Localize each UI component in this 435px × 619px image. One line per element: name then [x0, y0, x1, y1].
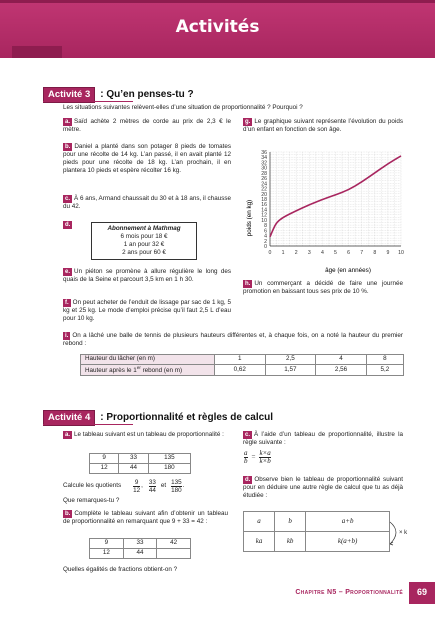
item-d-label: d.	[65, 222, 71, 228]
item-b-text: Daniel a planté dans son potager 8 pieds de tomates pour une récolte de 14 kg. L’an passé, il en avait planté 12 pieds pour une récolte de 18 kg. L’an prochain, il en plantera 10 pieds et espère récolter 16 kg.	[63, 143, 231, 175]
table-cell: 180	[148, 464, 190, 474]
x-tick-label: 4	[320, 250, 324, 256]
act4-item-b	[63, 510, 228, 526]
item-c	[63, 195, 231, 211]
act4-b-table	[89, 538, 191, 559]
table-cell: 5,2	[366, 365, 403, 376]
act4-item-c	[243, 431, 403, 447]
act4-item-a	[63, 431, 228, 439]
y-tick-label: 8	[264, 223, 267, 230]
y-tick-label: 28	[261, 170, 267, 177]
table-row	[244, 512, 390, 532]
table-cell: 9	[90, 539, 124, 549]
chart-x-label: âge (en années)	[325, 267, 371, 274]
table-cell: 42	[157, 539, 191, 549]
table-row	[90, 539, 191, 549]
item-c-text: À 6 ans, Armand chaussait du 30 et à 18 ans, il chausse du 42.	[63, 195, 231, 211]
table-cell: b	[275, 512, 306, 532]
quotient-2-den: 44	[148, 487, 156, 494]
y-tick-label: 6	[264, 228, 267, 235]
bounce-row2-label-sup: er	[136, 365, 141, 370]
act4-c-label: c.	[245, 432, 251, 438]
chart-x-ticks	[269, 250, 404, 256]
header-top-line	[0, 0, 435, 3]
quotient-2	[149, 479, 156, 494]
bounce-row2-label	[81, 365, 215, 376]
activity-4-badge: Activité 4	[43, 410, 95, 426]
item-g-text: Le graphique suivant représente l’évolution du poids d’un enfant en fonction de son âge.	[243, 118, 403, 134]
y-tick-label: 34	[261, 155, 267, 162]
y-tick-label: 32	[261, 160, 267, 167]
mathmag-line-2: 1 an pour 32 €	[123, 241, 165, 249]
table-cell: 4	[316, 355, 367, 365]
item-a-label: a.	[65, 119, 71, 125]
mathmag-line-1: 6 mois pour 18 €	[120, 233, 168, 241]
fraction-a-over-b	[244, 450, 248, 465]
table-cell: k(a+b)	[306, 532, 390, 552]
table-row	[90, 454, 191, 464]
chart-y-label: poids (en kg)	[246, 199, 253, 237]
item-a	[63, 118, 231, 134]
table-row	[81, 365, 404, 376]
table-cell	[157, 549, 191, 559]
item-h-label: h.	[245, 281, 251, 287]
quotient-1-num: 9	[134, 479, 139, 486]
activity-4-rule	[43, 424, 133, 425]
item-g-label: g.	[245, 119, 251, 125]
multiply-k-label: × k	[399, 530, 408, 536]
table-cell: 1,57	[265, 365, 316, 376]
item-e-text: Un piéton se promène à allure régulière le long des quais de la Seine et parcourt 3,5 km en 1 h 30.	[63, 268, 231, 284]
y-tick-label: 14	[261, 207, 267, 214]
bounce-table	[80, 354, 404, 376]
act4-c-text: À l’aide d’un tableau de proportionnalité, illustre la règle suivante :	[243, 431, 403, 447]
y-tick-label: 20	[261, 191, 267, 198]
x-tick-label: 7	[360, 250, 364, 256]
page-footer	[295, 582, 435, 604]
act4-d-table	[243, 511, 390, 552]
x-tick-label: 0	[268, 250, 272, 256]
table-cell: 2,56	[316, 365, 367, 376]
bounce-row2-label-b: rebond (en m)	[140, 367, 183, 375]
quotient-1-den: 12	[133, 487, 141, 494]
table-cell: 12	[90, 464, 119, 474]
item-i-label: i.	[65, 333, 69, 339]
table-row	[90, 464, 191, 474]
table-row	[81, 355, 404, 365]
activity-4-title: : Proportionnalité et règles de calcul	[100, 411, 274, 423]
activity-3-rule	[43, 101, 133, 102]
y-tick-label: 16	[261, 202, 267, 209]
y-tick-label: 24	[261, 181, 267, 188]
quotient-3	[171, 479, 182, 494]
table-cell: a	[244, 512, 275, 532]
table-cell: 8	[366, 355, 403, 365]
y-tick-label: 4	[264, 233, 267, 240]
item-c-label: c.	[65, 196, 71, 202]
table-row	[90, 549, 191, 559]
item-i	[63, 332, 403, 348]
item-b	[63, 143, 231, 175]
y-tick-label: 30	[261, 165, 267, 172]
quotient-2-num: 33	[148, 479, 156, 486]
bounce-row1-label: Hauteur du lâcher (en m)	[81, 355, 215, 365]
item-f	[63, 299, 231, 323]
weight-age-chart	[243, 148, 405, 276]
y-tick-label: 10	[261, 217, 267, 224]
table-cell: a+b	[306, 512, 390, 532]
table-cell: 44	[119, 464, 148, 474]
header-tab-decoration	[12, 46, 62, 58]
quotient-3-den: 180	[171, 487, 182, 494]
bounce-row2-label-a: Hauteur après le 1	[85, 367, 137, 375]
item-a-text: Saïd achète 2 mètres de corde au prix de 2,3 € le mètre.	[63, 118, 231, 134]
table-cell: 135	[148, 454, 190, 464]
act4-d-text: Observe bien le tableau de proportionnalité suivant pour en déduire une autre règle de calcul que tu as déjà étudiée :	[243, 476, 403, 500]
y-tick-label: 12	[261, 212, 267, 219]
x-tick-label: 6	[347, 250, 351, 256]
table-cell: 1	[215, 355, 266, 365]
x-tick-label: 2	[294, 250, 298, 256]
page-number: 69	[409, 582, 435, 604]
act4-b-question: Quelles égalités de fractions obtient-on ?	[63, 566, 178, 573]
frac-b-den: k×b	[259, 457, 271, 465]
page-title: Activités	[175, 17, 260, 37]
y-tick-label: 26	[261, 176, 267, 183]
x-tick-label: 8	[373, 250, 377, 256]
fraction-ka-over-kb	[259, 450, 270, 465]
y-tick-label: 0	[264, 244, 267, 250]
page-header	[0, 0, 435, 58]
mathmag-box	[91, 222, 197, 260]
act4-a-quotients: Calcule les quotients $\frac{9}{12}$ , $\frac{33}{44}$ et $\frac{135}{180}$ .	[63, 479, 185, 494]
x-tick-label: 3	[307, 250, 311, 256]
act4-c-rule	[243, 450, 323, 465]
chart-grid	[270, 152, 401, 246]
activity-3-badge: Activité 3	[43, 87, 95, 103]
quotient-3-num: 135	[171, 479, 182, 486]
table-cell: kb	[275, 532, 306, 552]
table-cell: 33	[119, 454, 148, 464]
item-e-label: e.	[65, 269, 71, 275]
act4-b-text: Complète le tableau suivant afin d’obtenir un tableau de proportionnalité en remarquant que 9 + 33 = 42 :	[63, 510, 228, 526]
y-tick-label: 2	[264, 238, 267, 245]
equals-sign: =	[251, 453, 256, 462]
frac-b-num: k×a	[259, 449, 271, 457]
act4-a-question: Que remarques-tu ?	[63, 497, 120, 504]
mathmag-box-title: Abonnement à Mathmag	[107, 225, 181, 232]
chapter-title: Chapitre N5 – Proportionnalité	[295, 588, 403, 596]
table-cell: 44	[123, 549, 157, 559]
y-tick-label: 22	[261, 186, 267, 193]
x-tick-label: 1	[281, 250, 285, 256]
item-h	[243, 280, 403, 296]
table-cell: 33	[123, 539, 157, 549]
y-tick-label: 36	[261, 150, 267, 156]
act4-a-label: a.	[65, 432, 71, 438]
table-cell: 9	[90, 454, 119, 464]
table-row	[244, 532, 390, 552]
act4-a-calc-label: Calcule les quotients	[63, 482, 122, 490]
item-e	[63, 268, 231, 284]
frac-a-num: a	[244, 449, 248, 457]
quotient-1	[133, 479, 140, 494]
table-cell: 0,62	[215, 365, 266, 376]
act4-d-label: d.	[245, 477, 251, 483]
table-cell: 2,5	[265, 355, 316, 365]
item-f-text: On peut acheter de l’enduit de lissage par sac de 1 kg, 5 kg et 25 kg. Le mode d’emploi précise qu’il faut 2,5 L d’eau pour 10 kg.	[63, 299, 231, 323]
item-b-label: b.	[65, 144, 71, 150]
act4-b-label: b.	[65, 511, 71, 517]
item-f-label: f.	[65, 300, 69, 306]
activity-3-intro: Les situations suivantes relèvent-elles d’une situation de proportionnalité ? Pourquoi ?	[63, 104, 303, 111]
act4-item-d	[243, 476, 403, 500]
x-tick-label: 9	[386, 250, 390, 256]
act4-a-table	[89, 453, 191, 474]
table-cell: 12	[90, 549, 124, 559]
x-tick-label: 10	[398, 250, 404, 256]
mathmag-line-3: 2 ans pour 60 €	[122, 249, 166, 257]
act4-a-and: et	[160, 482, 167, 490]
x-tick-label: 5	[334, 250, 337, 256]
item-i-text: On a lâché une balle de tennis de plusieurs hauteurs différentes et, à chaque fois, on a noté la hauteur du premier rebond :	[63, 332, 403, 348]
y-tick-label: 18	[261, 197, 267, 203]
act4-a-text: Le tableau suivant est un tableau de proportionnalité :	[74, 431, 224, 438]
table-cell: ka	[244, 532, 275, 552]
chart-y-ticks	[261, 150, 267, 250]
item-d	[63, 221, 83, 229]
item-h-text: Un commerçant a décidé de faire une journée promotion en baissant tous ses prix de 10 %.	[243, 280, 403, 296]
item-g	[243, 118, 403, 134]
frac-a-den: b	[244, 457, 248, 465]
activity-3-title: : Qu’en penses-tu ?	[100, 88, 194, 100]
